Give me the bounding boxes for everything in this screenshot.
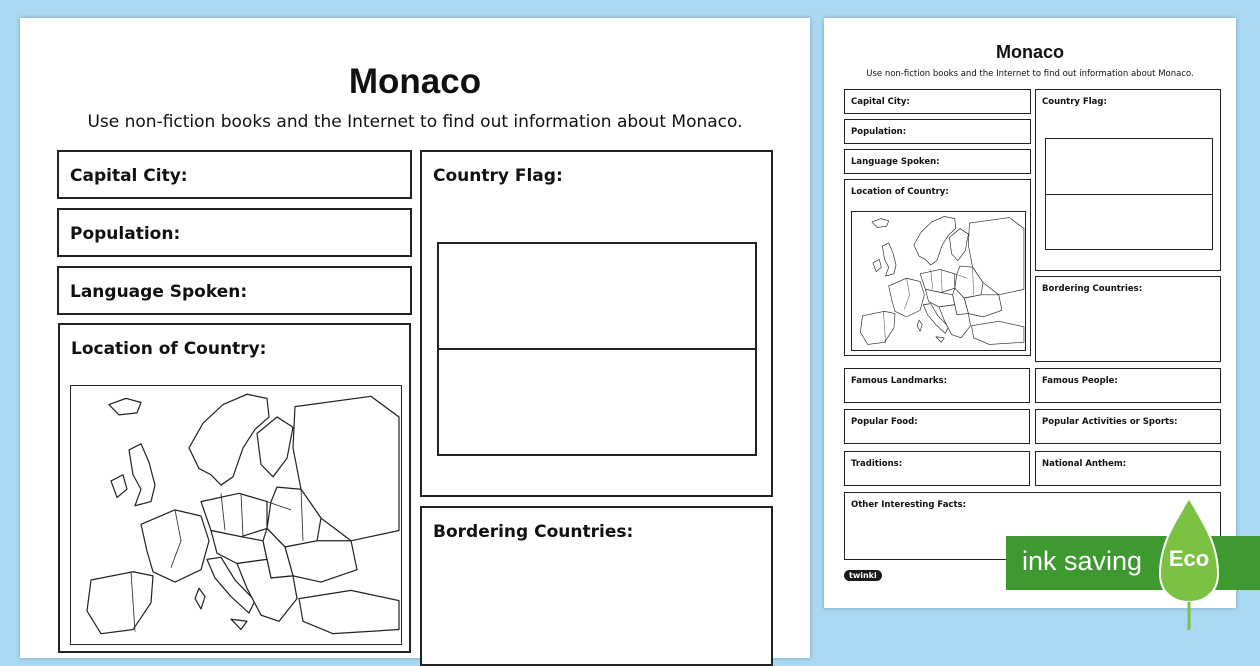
- famous-people-box-small[interactable]: [1035, 368, 1221, 403]
- population-label: Population:: [70, 224, 181, 244]
- location-of-country-label: Location of Country:: [71, 339, 267, 359]
- instructions-text: Use non-fiction books and the Internet to find out information about Monaco.: [87, 112, 743, 132]
- instructions-text-small: Use non-fiction books and the Internet to find out information about Monaco.: [866, 69, 1194, 79]
- country-flag-box[interactable]: [420, 150, 773, 497]
- bordering-countries-box[interactable]: [420, 506, 773, 666]
- ink-saving-text: ink saving: [1022, 546, 1143, 576]
- popular-food-box-small[interactable]: [844, 409, 1030, 444]
- capital-city-box-small[interactable]: [844, 89, 1031, 114]
- traditions-box-small[interactable]: [844, 451, 1030, 486]
- national-anthem-label-small: National Anthem:: [1042, 459, 1127, 469]
- ink-saving-banner: [1006, 536, 1260, 590]
- popular-activities-box-small[interactable]: [1035, 409, 1221, 444]
- country-flag-box-small[interactable]: [1035, 89, 1221, 271]
- bordering-countries-label: Bordering Countries:: [433, 522, 634, 542]
- famous-landmarks-label-small: Famous Landmarks:: [851, 376, 947, 386]
- location-of-country-box-small[interactable]: [844, 179, 1031, 356]
- popular-food-label-small: Popular Food:: [851, 417, 918, 427]
- location-of-country-label-small: Location of Country:: [851, 187, 949, 197]
- country-flag-label: Country Flag:: [433, 166, 563, 186]
- bordering-countries-label-small: Bordering Countries:: [1042, 284, 1143, 294]
- famous-landmarks-box-small[interactable]: [844, 368, 1030, 403]
- traditions-label-small: Traditions:: [851, 459, 903, 469]
- capital-city-label: Capital City:: [70, 166, 188, 186]
- national-anthem-box-small[interactable]: [1035, 451, 1221, 486]
- page-title-small: Monaco: [995, 42, 1064, 62]
- europe-map: [70, 385, 402, 645]
- eco-label: Eco: [1168, 546, 1210, 571]
- capital-city-box[interactable]: [57, 150, 412, 199]
- country-flag-label-small: Country Flag:: [1042, 97, 1107, 107]
- population-label-small: Population:: [851, 127, 907, 137]
- flag-outline: [437, 242, 757, 456]
- capital-city-label-small: Capital City:: [851, 97, 910, 107]
- language-spoken-label: Language Spoken:: [70, 282, 248, 302]
- population-box-small[interactable]: [844, 119, 1031, 144]
- other-facts-label-small: Other Interesting Facts:: [851, 500, 966, 510]
- bordering-countries-box-small[interactable]: [1035, 276, 1221, 362]
- language-spoken-box-small[interactable]: [844, 149, 1031, 174]
- language-spoken-box[interactable]: [57, 266, 412, 315]
- famous-people-label-small: Famous People:: [1042, 376, 1118, 386]
- page-title: Monaco: [348, 62, 482, 101]
- europe-map-small: [851, 211, 1026, 351]
- twinkl-logo: twinkl: [844, 570, 882, 581]
- population-box[interactable]: [57, 208, 412, 257]
- location-of-country-box[interactable]: [58, 323, 411, 653]
- worksheet-preview-large: [20, 18, 810, 658]
- popular-activities-label-small: Popular Activities or Sports:: [1042, 417, 1178, 427]
- flag-outline-small: [1045, 138, 1213, 250]
- language-spoken-label-small: Language Spoken:: [851, 157, 940, 167]
- eco-leaf-icon: [1158, 496, 1220, 630]
